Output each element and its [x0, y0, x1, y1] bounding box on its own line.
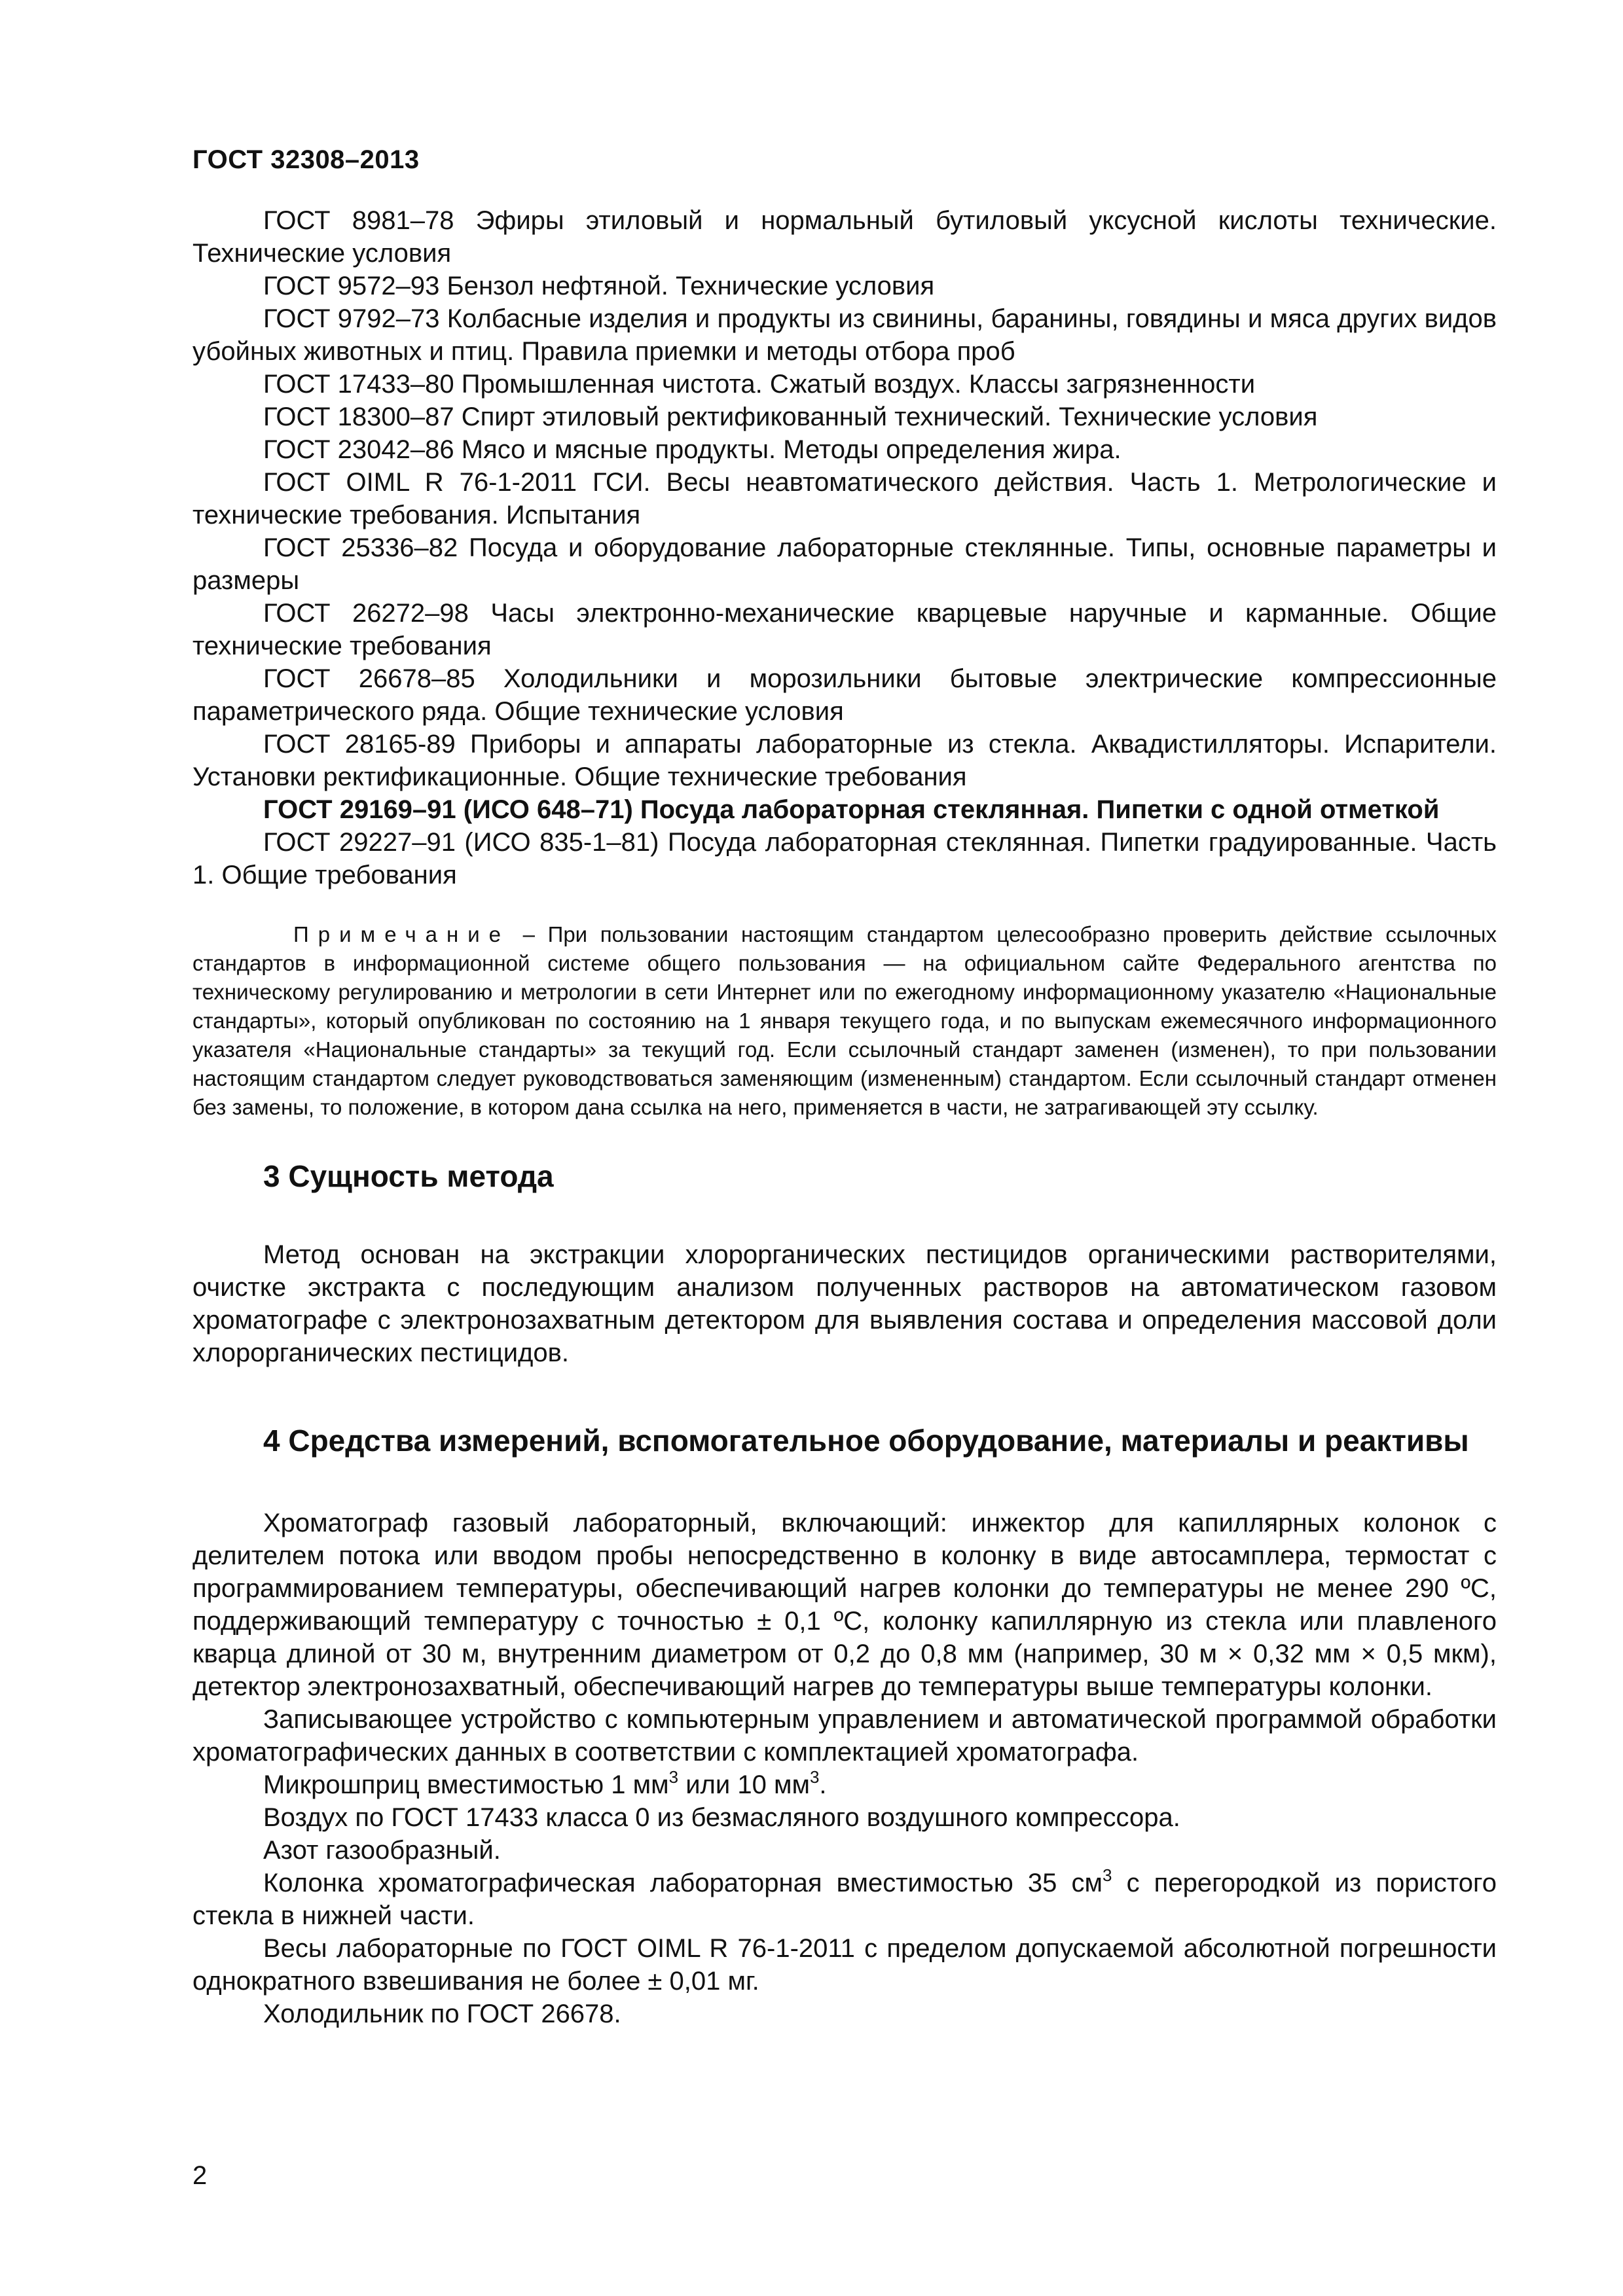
- page-number: 2: [192, 2161, 208, 2190]
- superscript: 3: [668, 1767, 679, 1787]
- page-content: [192, 204, 1497, 2030]
- section-4-heading: 4 Средства измерений, вспомогательное оборудование, материалы и реактивы: [263, 1424, 1469, 1458]
- reference-item: ГОСТ OIML R 76-1-2011 ГСИ. Весы неавтоматического действия. Часть 1. Метрологические и технические требования. Испытания: [192, 468, 1497, 529]
- column-text-a: Колонка хроматографическая лабораторная вместимостью 35 см: [263, 1869, 1103, 1897]
- microsyringe-text-b: или 10 мм: [678, 1770, 810, 1799]
- section-3-paragraph: Метод основан на экстракции хлорорганических пестицидов органическими растворителями, очистке экстракта с последующим анализом полученных растворов на автоматическом газовом хроматографе с электронозахватным детектором для выявления состава и определения массовой доли хлорорганических пестицидов.: [192, 1240, 1497, 1367]
- note-block: [192, 920, 1497, 1122]
- reference-item: ГОСТ 28165-89 Приборы и аппараты лабораторные из стекла. Аквадистилляторы. Испарители. Установки ректификационные. Общие технические требования: [192, 730, 1497, 791]
- note-text: – При пользовании настоящим стандартом целесообразно проверить действие ссылочных стандартов в информационной системе общего пользования — на официальном сайте Федерального агентства по техническому регулированию и метрологии в сети Интернет или по ежегодному информационному указателю «Национальные стандарты», который опубликован по состоянию на 1 января текущего года, и по выпускам ежемесячного информационного указателя «Национальные стандарты» за текущий год. Если ссылочный стандарт заменен (изменен), то при пользовании настоящим стандартом следует руководствоваться заменяющим (измененным) стандартом. Если ссылочный стандарт отменен без замены, то положение, в котором дана ссылка на него, применяется в части, не затрагивающей эту ссылку.: [192, 922, 1497, 1119]
- reference-item: ГОСТ 23042–86 Мясо и мясные продукты. Методы определения жира.: [263, 435, 1122, 464]
- superscript: 3: [809, 1767, 820, 1787]
- reference-item: ГОСТ 9792–73 Колбасные изделия и продукты из свинины, баранины, говядины и мяса других видов убойных животных и птиц. Правила приемки и методы отбора проб: [192, 304, 1497, 366]
- microsyringe-text-c: .: [819, 1770, 827, 1799]
- section-4-body: [192, 1507, 1497, 2030]
- section-4-paragraph-microsyringe: [192, 1768, 1497, 1801]
- section-4-paragraph-column: [192, 1867, 1497, 1932]
- section-4-paragraph-nitrogen: Азот газообразный.: [263, 1836, 501, 1865]
- section-4-paragraph-chromatograph: Хроматограф газовый лабораторный, включающий: инжектор для капиллярных колонок с делителем потока или вводом пробы непосредственно в колонку в виде автосамплера, термостат с программированием температуры, обеспечивающий нагрев колонки до температуры не менее 290 ºС, поддерживающий температуру с точностью ± 0,1 ºС, колонку капиллярную из стекла или плавленого кварца длиной от 30 м, внутренним диаметром от 0,2 до 0,8 мм (например, 30 м × 0,32 мм × 0,5 мкм), детектор электронозахватный, обеспечивающий нагрев до температуры выше температуры колонки.: [192, 1509, 1497, 1701]
- reference-item: ГОСТ 9572–93 Бензол нефтяной. Технические условия: [263, 272, 935, 300]
- reference-item: ГОСТ 26678–85 Холодильники и морозильники бытовые электрические компрессионные параметрического ряда. Общие технические условия: [192, 664, 1497, 726]
- section-4-paragraph-scales: Весы лабораторные по ГОСТ OIML R 76-1-2011 с пределом допускаемой абсолютной погрешности однократного взвешивания не более ± 0,01 мг.: [192, 1934, 1497, 1996]
- reference-item: ГОСТ 18300–87 Спирт этиловый ректификованный технический. Технические условия: [263, 403, 1318, 431]
- microsyringe-text-a: Микрошприц вместимостью 1 мм: [263, 1770, 669, 1799]
- section-3-heading: 3 Сущность метода: [263, 1159, 554, 1193]
- reference-item: ГОСТ 25336–82 Посуда и оборудование лабораторные стеклянные. Типы, основные параметры и размеры: [192, 533, 1497, 595]
- section-4-paragraph-air: Воздух по ГОСТ 17433 класса 0 из безмасляного воздушного компрессора.: [263, 1803, 1180, 1832]
- reference-item: ГОСТ 17433–80 Промышленная чистота. Сжатый воздух. Классы загрязненности: [263, 370, 1256, 399]
- reference-item: ГОСТ 29227–91 (ИСО 835-1–81) Посуда лабораторная стеклянная. Пипетки градуированные. Часть 1. Общие требования: [192, 828, 1497, 889]
- section-4-paragraph-recorder: Записывающее устройство с компьютерным управлением и автоматической программой обработки хроматографических данных в соответствии с комплектацией хроматографа.: [192, 1705, 1497, 1767]
- section-4-paragraph-refrigerator: Холодильник по ГОСТ 26678.: [263, 2000, 621, 2028]
- note-label: Примечание: [293, 922, 511, 946]
- column-text-b: с перегородкой из пористого стекла в нижней части.: [192, 1869, 1497, 1930]
- section-3-body: [192, 1238, 1497, 1369]
- reference-item-bold: ГОСТ 29169–91 (ИСО 648–71) Посуда лабораторная стеклянная. Пипетки с одной отметкой: [263, 795, 1440, 824]
- reference-item: ГОСТ 8981–78 Эфиры этиловый и нормальный бутиловый уксусной кислоты технические. Технические условия: [192, 206, 1497, 268]
- note-paragraph: [192, 920, 1497, 1122]
- reference-item: ГОСТ 26272–98 Часы электронно-механические кварцевые наручные и карманные. Общие технические требования: [192, 599, 1497, 660]
- normative-references-list: [192, 204, 1497, 891]
- document-code-header: ГОСТ 32308–2013: [192, 145, 420, 174]
- superscript: 3: [1102, 1865, 1112, 1885]
